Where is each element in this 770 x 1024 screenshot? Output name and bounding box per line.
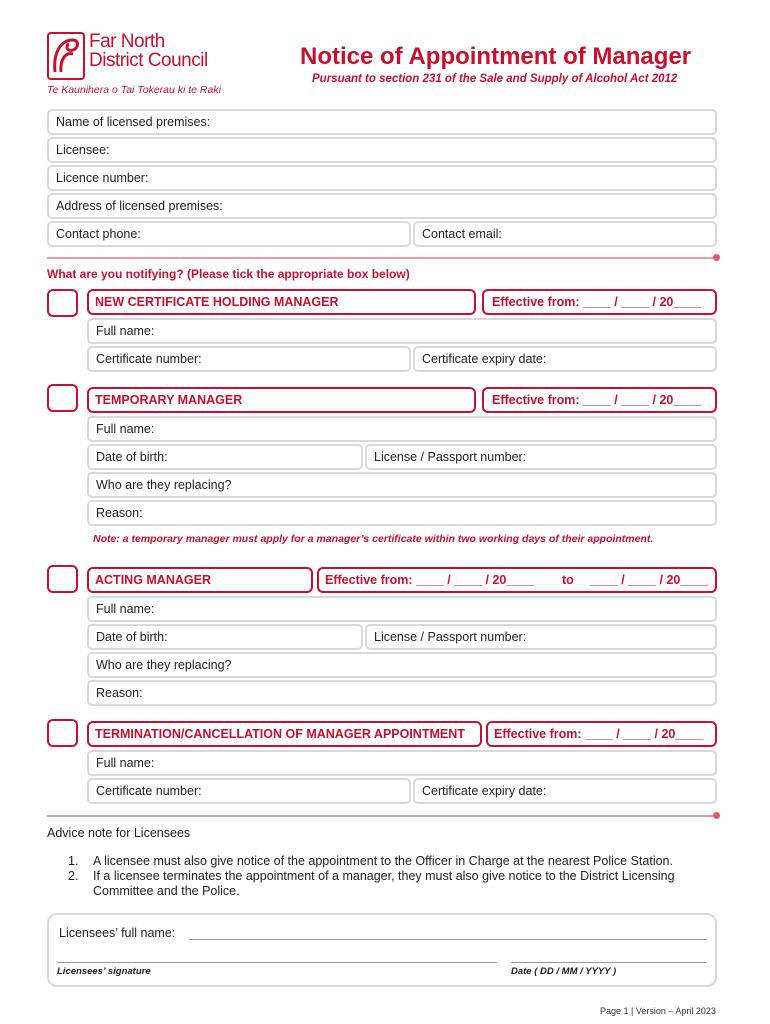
acting-dob-field[interactable]: Date of birth: — [87, 624, 363, 650]
divider — [47, 257, 715, 259]
termination-effective-date[interactable]: Effective from: ____ / ____ / 20____ — [486, 721, 717, 747]
termination-checkbox[interactable] — [47, 719, 78, 747]
termination-expiry-field[interactable]: Certificate expiry date: — [413, 778, 717, 804]
council-logo-icon — [47, 32, 85, 80]
premises-name-field[interactable]: Name of licensed premises: — [47, 109, 717, 135]
section-question: What are you notifying? (Please tick the appropriate box below) — [47, 267, 410, 281]
advice-item-2-line-1: If a licensee terminates the appointment of a manager, they must also give notice to the District Licensing — [93, 869, 675, 883]
advice-item-1-number: 1. — [68, 854, 79, 868]
date-label: Date ( DD / MM / YYYY ) — [511, 966, 617, 977]
new-cert-full-name-field[interactable]: Full name: — [87, 318, 717, 344]
temporary-title: TEMPORARY MANAGER — [87, 387, 476, 413]
licensee-full-name-label: Licensees’ full name: — [59, 926, 176, 940]
advice-item-2-line-2: Committee and the Police. — [93, 884, 240, 898]
temporary-dob-field[interactable]: Date of birth: — [87, 444, 363, 470]
temporary-full-name-field[interactable]: Full name: — [87, 416, 717, 442]
council-logo-text: Far North District Council — [89, 31, 208, 71]
page-footer: Page 1 | Version – April 2023 — [600, 1006, 716, 1016]
acting-checkbox[interactable] — [47, 565, 78, 593]
new-cert-checkbox[interactable] — [47, 289, 78, 317]
temporary-reason-field[interactable]: Reason: — [87, 500, 717, 526]
licensee-field[interactable]: Licensee: — [47, 137, 717, 163]
acting-full-name-field[interactable]: Full name: — [87, 596, 717, 622]
council-tagline: Te Kaunihera o Tai Tokerau ki te Raki — [47, 84, 221, 96]
acting-effective-from: Effective from: ____ / ____ / 20____ — [325, 573, 535, 587]
signature-line[interactable] — [57, 962, 497, 963]
temporary-effective-date[interactable]: Effective from: ____ / ____ / 20____ — [482, 387, 717, 413]
acting-title: ACTING MANAGER — [87, 567, 313, 593]
divider-dot — [713, 812, 720, 819]
acting-replacing-field[interactable]: Who are they replacing? — [87, 652, 717, 678]
new-cert-title: NEW CERTIFICATE HOLDING MANAGER — [87, 289, 476, 315]
acting-to-label: to — [562, 573, 574, 587]
premises-address-field[interactable]: Address of licensed premises: — [47, 193, 717, 219]
contact-phone-field[interactable]: Contact phone: — [47, 221, 411, 247]
divider — [47, 815, 715, 817]
page-subtitle: Pursuant to section 231 of the Sale and Supply of Alcohol Act 2012 — [312, 73, 678, 85]
new-cert-certificate-number-field[interactable]: Certificate number: — [87, 346, 411, 372]
termination-certificate-number-field[interactable]: Certificate number: — [87, 778, 411, 804]
termination-title: TERMINATION/CANCELLATION OF MANAGER APPOINTMENT — [87, 721, 482, 747]
acting-effective-to: ____ / ____ / 20____ — [590, 573, 709, 587]
termination-full-name-field[interactable]: Full name: — [87, 750, 717, 776]
temporary-license-passport-field[interactable]: License / Passport number: — [365, 444, 717, 470]
new-cert-effective-date[interactable]: Effective from: ____ / ____ / 20____ — [482, 289, 717, 315]
advice-item-2-number: 2. — [68, 869, 79, 883]
acting-license-passport-field[interactable]: License / Passport number: — [365, 624, 717, 650]
advice-item-1: A licensee must also give notice of the appointment to the Officer in Charge at the nearest Police Station. — [93, 854, 673, 868]
advice-heading: Advice note for Licensees — [47, 826, 191, 840]
temporary-note: Note: a temporary manager must apply for a manager’s certificate within two working days of their appointment. — [93, 533, 654, 545]
divider-dot — [713, 254, 720, 261]
date-line[interactable] — [511, 962, 707, 963]
temporary-checkbox[interactable] — [47, 384, 78, 412]
acting-effective-range[interactable] — [317, 567, 717, 593]
licence-number-field[interactable]: Licence number: — [47, 165, 717, 191]
new-cert-expiry-field[interactable]: Certificate expiry date: — [413, 346, 717, 372]
acting-reason-field[interactable]: Reason: — [87, 680, 717, 706]
licensee-full-name-line[interactable] — [189, 939, 707, 940]
page-title: Notice of Appointment of Manager — [300, 43, 692, 70]
temporary-replacing-field[interactable]: Who are they replacing? — [87, 472, 717, 498]
signature-panel — [47, 913, 717, 987]
contact-email-field[interactable]: Contact email: — [413, 221, 717, 247]
signature-label: Licensees’ signature — [57, 966, 151, 977]
